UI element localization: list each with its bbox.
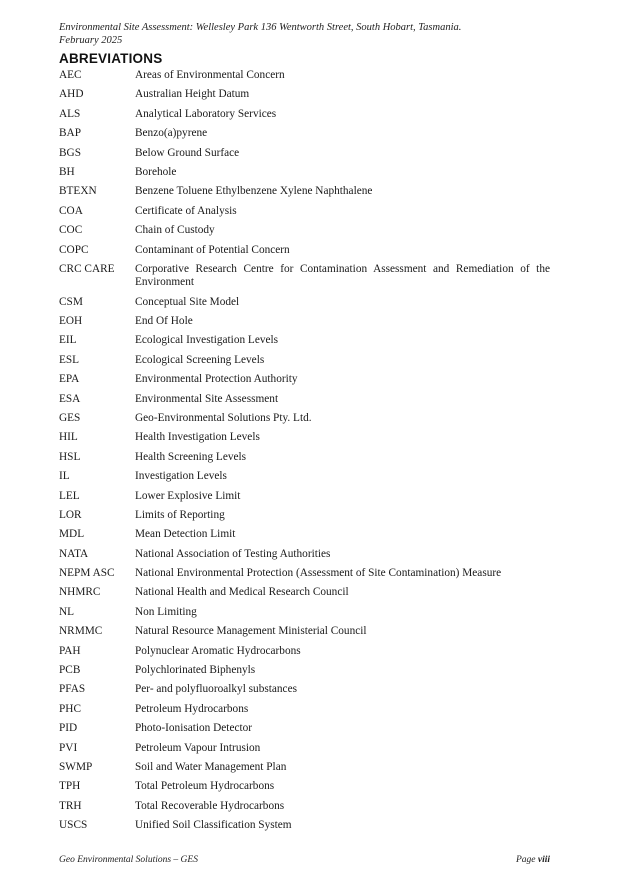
abbreviation-row [59,606,550,619]
abbreviation-definition: Non Limiting [135,605,197,618]
abbreviation-definition: Ecological Investigation Levels [135,334,279,347]
abbreviation-term: BH [59,165,75,178]
abbreviation-term: NL [59,605,75,618]
abbreviation-term: IL [59,470,70,483]
abbreviation-row [59,315,550,328]
abbreviation-term: COA [59,204,83,217]
abbreviation-definition: Below Ground Surface [135,146,240,159]
abbreviation-definition: Health Screening Levels [135,450,247,463]
abbreviation-term: EPA [59,373,80,386]
abbreviation-definition: National Association of Testing Authorities [135,547,331,560]
abbreviation-definition: Benzene Toluene Ethylbenzene Xylene Naphthalene [135,185,373,198]
abbreviation-row [59,244,550,257]
abbreviation-row [59,586,550,599]
footer-page-label: Page [515,855,536,865]
abbreviation-definition: Total Petroleum Hydrocarbons [135,780,275,793]
abbreviation-definition: Polychlorinated Biphenyls [135,664,256,677]
abbreviation-term: TRH [59,799,82,812]
abbreviation-definition: Polynuclear Aromatic Hydrocarbons [135,644,301,657]
abbreviation-definition: National Environmental Protection (Assessment of Site Contamination) Measure [135,567,502,580]
abbreviation-row [59,166,550,179]
abbreviation-term: MDL [59,528,85,541]
abbreviation-row [59,742,550,755]
abbreviation-term: HSL [59,450,81,463]
abbreviation-row [59,664,550,677]
abbreviation-term: PFAS [59,683,86,696]
abbreviation-definition: Per- and polyfluoroalkyl substances [135,683,297,696]
abbreviation-term: GES [59,411,81,424]
abbreviation-row [59,528,550,541]
abbreviation-row [59,296,550,309]
abbreviation-definition: Chain of Custody [135,224,215,237]
abbreviation-definition: Corporative Research Centre for Contamination Assessment and Remediation of the Environment [135,262,550,289]
abbreviation-term: AEC [59,69,82,81]
abbreviation-term: LOR [59,508,82,521]
abbreviation-term: NHMRC [59,586,101,599]
abbreviation-row [59,108,550,121]
abbreviation-term: PID [59,722,78,735]
abbreviation-row [59,373,550,386]
abbreviation-term: HIL [59,431,78,444]
abbreviation-row [59,334,550,347]
abbreviation-term: NEPM ASC [59,567,115,580]
abbreviation-definition: Unified Soil Classification System [135,819,292,832]
abbreviation-term: EOH [59,314,83,327]
abbreviation-definition: Health Investigation Levels [135,431,260,444]
abbreviation-row [59,490,550,503]
abbreviation-row [59,88,550,101]
abbreviation-term: BGS [59,146,81,159]
document-footer [59,855,550,865]
abbreviation-definition: Certificate of Analysis [135,204,237,217]
abbreviation-definition: Soil and Water Management Plan [135,760,287,773]
header-title-line: Environmental Site Assessment: Wellesley Park 136 Wentworth Street, South Hobart, Tasmania. [59,22,462,33]
abbreviation-definition: Environmental Protection Authority [135,373,298,386]
abbreviation-row [59,431,550,444]
abbreviation-definition: Natural Resource Management Ministerial Council [135,625,367,638]
abbreviation-term: COPC [59,243,89,256]
abbreviation-row [59,470,550,483]
abbreviation-definition: End Of Hole [135,314,193,327]
abbreviation-row [59,548,550,561]
abbreviation-row [59,683,550,696]
abbreviation-row [59,800,550,813]
abbreviation-definition: Environmental Site Assessment [135,392,279,405]
abbreviation-definition: Australian Height Datum [135,88,250,101]
abbreviation-definition: Analytical Laboratory Services [135,107,277,120]
abbreviation-term: EIL [59,334,77,347]
abbreviation-definition: Total Recoverable Hydrocarbons [135,799,285,812]
abbreviation-term: ESL [59,353,80,366]
abbreviation-definition: Areas of Environmental Concern [135,69,285,81]
abbreviation-definition: Limits of Reporting [135,508,225,521]
abbreviation-row [59,205,550,218]
abbreviation-term: TPH [59,780,81,793]
abbreviation-term: ALS [59,107,81,120]
abbreviation-term: PVI [59,741,78,754]
abbreviation-term: NRMMC [59,625,103,638]
abbreviation-row [59,509,550,522]
abbreviation-definition: Lower Explosive Limit [135,489,241,502]
abbreviation-row [59,703,550,716]
abbreviation-definition: Mean Detection Limit [135,528,236,541]
abbreviation-term: PCB [59,664,81,677]
abbreviation-row [59,354,550,367]
footer-page [516,855,550,865]
abbreviation-term: BAP [59,127,81,140]
document-header [59,22,559,47]
abbreviation-row [59,625,550,638]
abbreviation-term: CRC CARE [59,262,115,275]
abbreviation-row [59,185,550,198]
abbreviation-definition: National Health and Medical Research Council [135,586,349,599]
abbreviation-term: USCS [59,819,88,832]
abbreviation-definition: Investigation Levels [135,470,227,483]
abbreviation-definition: Conceptual Site Model [135,295,240,308]
abbreviation-definition: Petroleum Hydrocarbons [135,702,249,715]
abbreviation-row [59,263,550,290]
abbreviation-term: AHD [59,88,84,101]
abbreviation-row [59,147,550,160]
abbreviation-term: NATA [59,547,89,560]
header-date-line: February 2025 [59,34,123,46]
abbreviation-row [59,127,550,140]
abbreviation-term: LEL [59,489,80,502]
abbreviation-term: PHC [59,702,81,715]
abbreviation-row [59,451,550,464]
abbreviation-row [59,393,550,406]
abbreviation-definition: Borehole [135,165,177,178]
abbreviations-list [59,69,550,839]
abbreviation-row [59,567,550,580]
abbreviation-row [59,780,550,793]
abbreviation-term: BTEXN [59,185,97,198]
footer-page-number: viii [537,855,550,865]
abbreviation-row [59,69,550,82]
page-title: ABREVIATIONS [59,51,163,66]
abbreviation-row [59,761,550,774]
abbreviation-definition: Ecological Screening Levels [135,353,265,366]
abbreviation-definition: Benzo(a)pyrene [135,127,208,140]
abbreviation-definition: Contaminant of Potential Concern [135,243,290,256]
footer-company: Geo Environmental Solutions – GES [59,855,198,865]
abbreviation-term: COC [59,224,83,237]
abbreviation-row [59,819,550,832]
abbreviation-definition: Geo-Environmental Solutions Pty. Ltd. [135,411,312,424]
abbreviation-term: ESA [59,392,81,405]
abbreviation-definition: Petroleum Vapour Intrusion [135,741,261,754]
abbreviation-row [59,412,550,425]
abbreviation-term: CSM [59,295,83,308]
abbreviation-row [59,645,550,658]
abbreviation-definition: Photo-Ionisation Detector [135,722,253,735]
abbreviation-row [59,722,550,735]
abbreviation-term: PAH [59,644,81,657]
abbreviation-row [59,224,550,237]
abbreviation-term: SWMP [59,760,93,773]
